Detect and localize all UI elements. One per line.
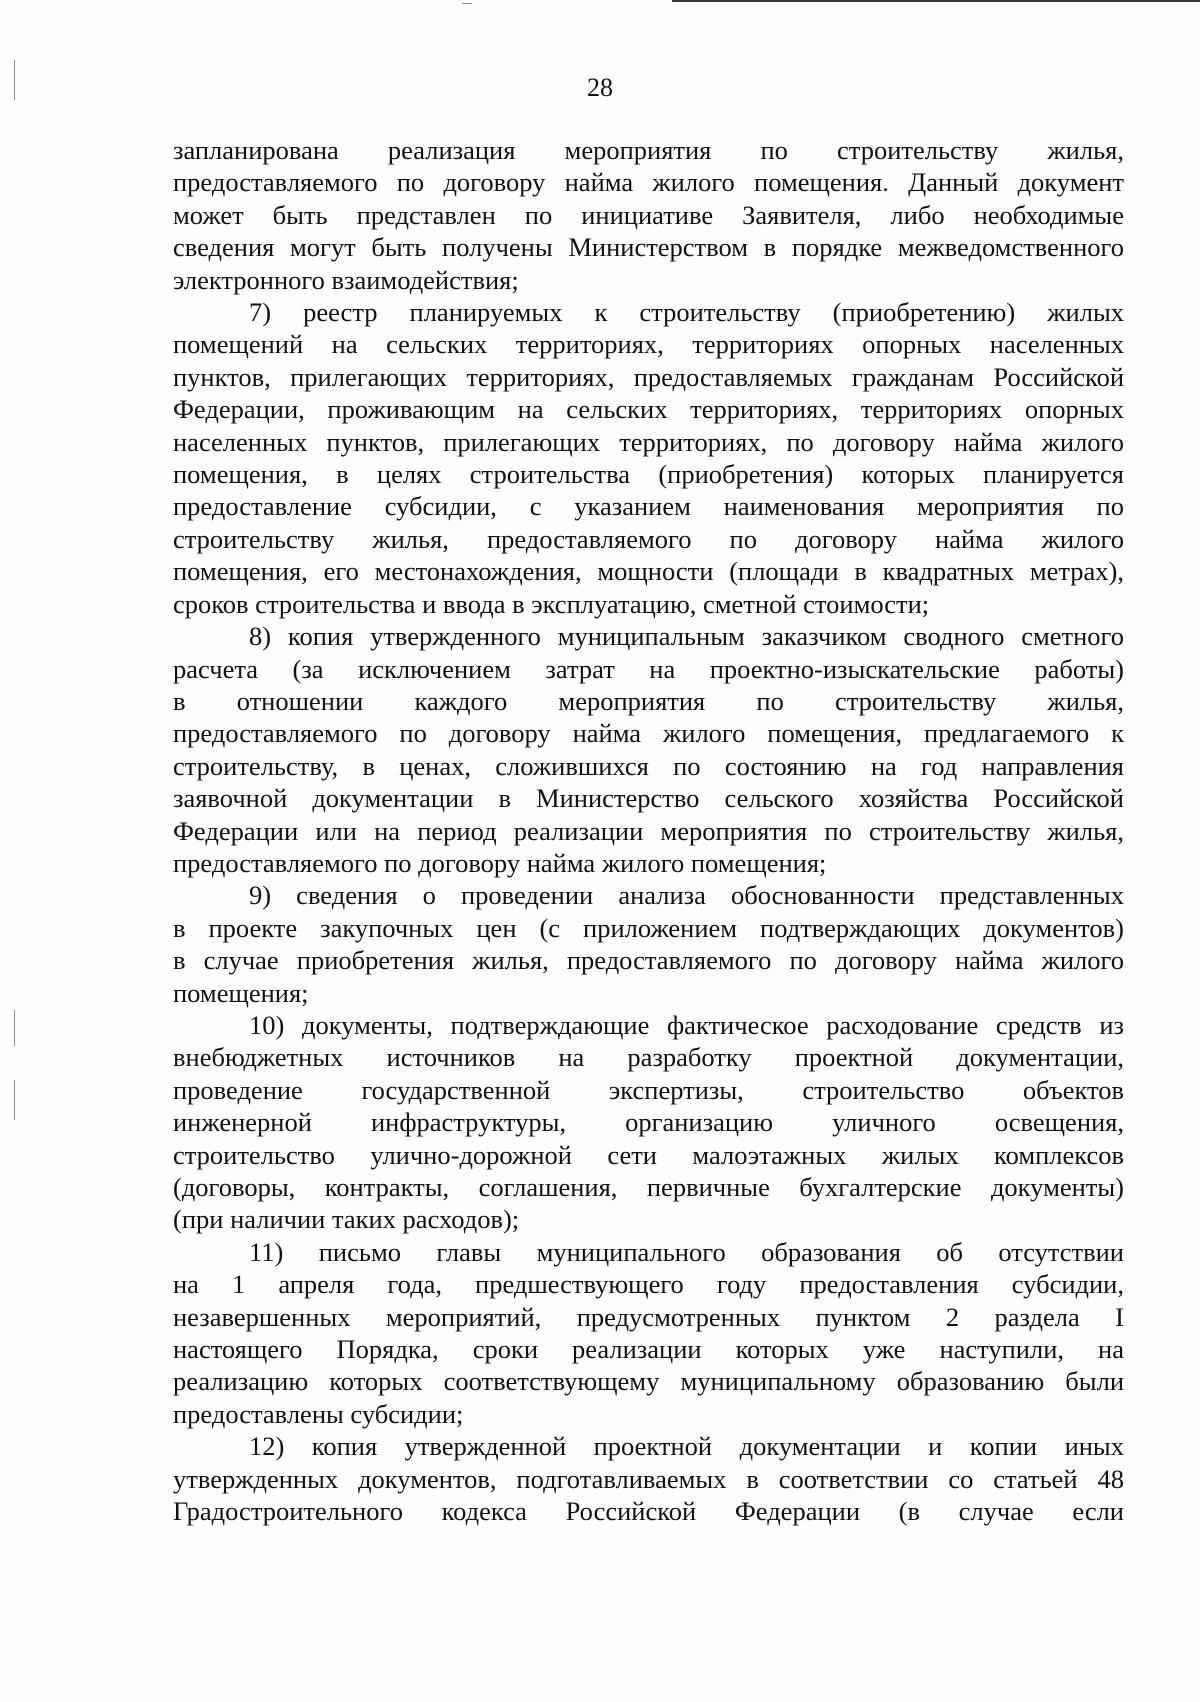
text-line: электронного взаимодействия; bbox=[173, 264, 519, 295]
text-line: утвержденных документов, подготавливаемых в соответствии со статьей 48 bbox=[173, 1463, 1124, 1494]
text-line: помещения; bbox=[173, 977, 309, 1008]
text-line: помещения, в целях строительства (приобретения) которых планируется bbox=[173, 459, 1124, 490]
text-line: Федерации или на период реализации мероприятия по строительству жилья, bbox=[173, 815, 1124, 846]
text-line: расчета (за исключением затрат на проектно-изыскательские работы) bbox=[173, 653, 1124, 684]
page-number: 28 bbox=[587, 73, 613, 102]
text-line: предоставляемого по договору найма жилого помещения. Данный документ bbox=[173, 167, 1124, 198]
text-line: в отношении каждого мероприятия по строительству жилья, bbox=[173, 685, 1124, 716]
scan-top-rule bbox=[672, 0, 1200, 2]
text-line: предоставление субсидии, с указанием наименования мероприятия по bbox=[173, 491, 1124, 522]
text-line: предоставляемого по договору найма жилого помещения, предлагаемого к bbox=[173, 718, 1124, 749]
text-line: реализацию которых соответствующему муниципальному образованию были bbox=[173, 1366, 1124, 1397]
document-body bbox=[173, 134, 1124, 1527]
text-line: 10) документы, подтверждающие фактическое расходование средств из bbox=[249, 1009, 1124, 1040]
text-line: сведения могут быть получены Министерством в порядке межведомственного bbox=[173, 232, 1124, 263]
text-line: проведение государственной экспертизы, строительство объектов bbox=[173, 1074, 1124, 1105]
text-line: может быть представлен по инициативе Заявителя, либо необходимые bbox=[173, 199, 1124, 230]
text-line: (договоры, контракты, соглашения, первичные бухгалтерские документы) bbox=[173, 1172, 1124, 1202]
text-line: 7) реестр планируемых к строительству (приобретению) жилых bbox=[249, 297, 1124, 328]
scan-mark bbox=[14, 1010, 15, 1046]
text-line: Градостроительного кодекса Российской Федерации (в случае если bbox=[173, 1496, 1124, 1527]
scan-mark bbox=[14, 1080, 15, 1120]
text-line: настоящего Порядка, сроки реализации которых уже наступили, на bbox=[173, 1334, 1124, 1365]
text-line: помещения, его местонахождения, мощности (площади в квадратных метрах), bbox=[173, 556, 1124, 587]
text-line: предоставляемого по договору найма жилого помещения; bbox=[173, 847, 827, 878]
text-line: инженерной инфраструктуры, организацию уличного освещения, bbox=[173, 1107, 1124, 1138]
text-line: запланирована реализация мероприятия по строительству жилья, bbox=[173, 135, 1124, 165]
text-line: пунктов, прилегающих территориях, предоставляемых гражданам Российской bbox=[173, 361, 1124, 392]
text-line: в проекте закупочных цен (с приложением подтверждающих документов) bbox=[173, 912, 1124, 943]
text-line: 8) копия утвержденного муниципальным заказчиком сводного сметного bbox=[249, 621, 1124, 652]
text-line: строительству жилья, предоставляемого по договору найма жилого bbox=[173, 523, 1124, 554]
scan-mark bbox=[462, 3, 472, 4]
text-line: на 1 апреля года, предшествующего году предоставления субсидии, bbox=[173, 1269, 1124, 1300]
text-line: 12) копия утвержденной проектной документации и копии иных bbox=[249, 1431, 1124, 1462]
text-line: сроков строительства и ввода в эксплуатацию, сметной стоимости; bbox=[173, 588, 930, 619]
text-line: населенных пунктов, прилегающих территориях, по договору найма жилого bbox=[173, 426, 1124, 457]
text-line: 9) сведения о проведении анализа обоснованности представленных bbox=[249, 880, 1124, 911]
text-line: 11) письмо главы муниципального образования об отсутствии bbox=[249, 1236, 1124, 1267]
text-line: (при наличии таких расходов); bbox=[173, 1204, 520, 1235]
text-line: незавершенных мероприятий, предусмотренных пунктом 2 раздела I bbox=[173, 1301, 1124, 1332]
text-line: в случае приобретения жилья, предоставляемого по договору найма жилого bbox=[173, 945, 1124, 976]
text-line: заявочной документации в Министерство сельского хозяйства Российской bbox=[173, 783, 1124, 814]
text-line: Федерации, проживающим на сельских территориях, территориях опорных bbox=[173, 394, 1124, 425]
text-line: строительству, в ценах, сложившихся по состоянию на год направления bbox=[173, 750, 1124, 781]
text-line: помещений на сельских территориях, территориях опорных населенных bbox=[173, 329, 1124, 360]
text-line: предоставлены субсидии; bbox=[173, 1398, 464, 1429]
text-line: внебюджетных источников на разработку проектной документации, bbox=[173, 1042, 1124, 1073]
text-line: строительство улично-дорожной сети малоэтажных жилых комплексов bbox=[173, 1139, 1124, 1170]
